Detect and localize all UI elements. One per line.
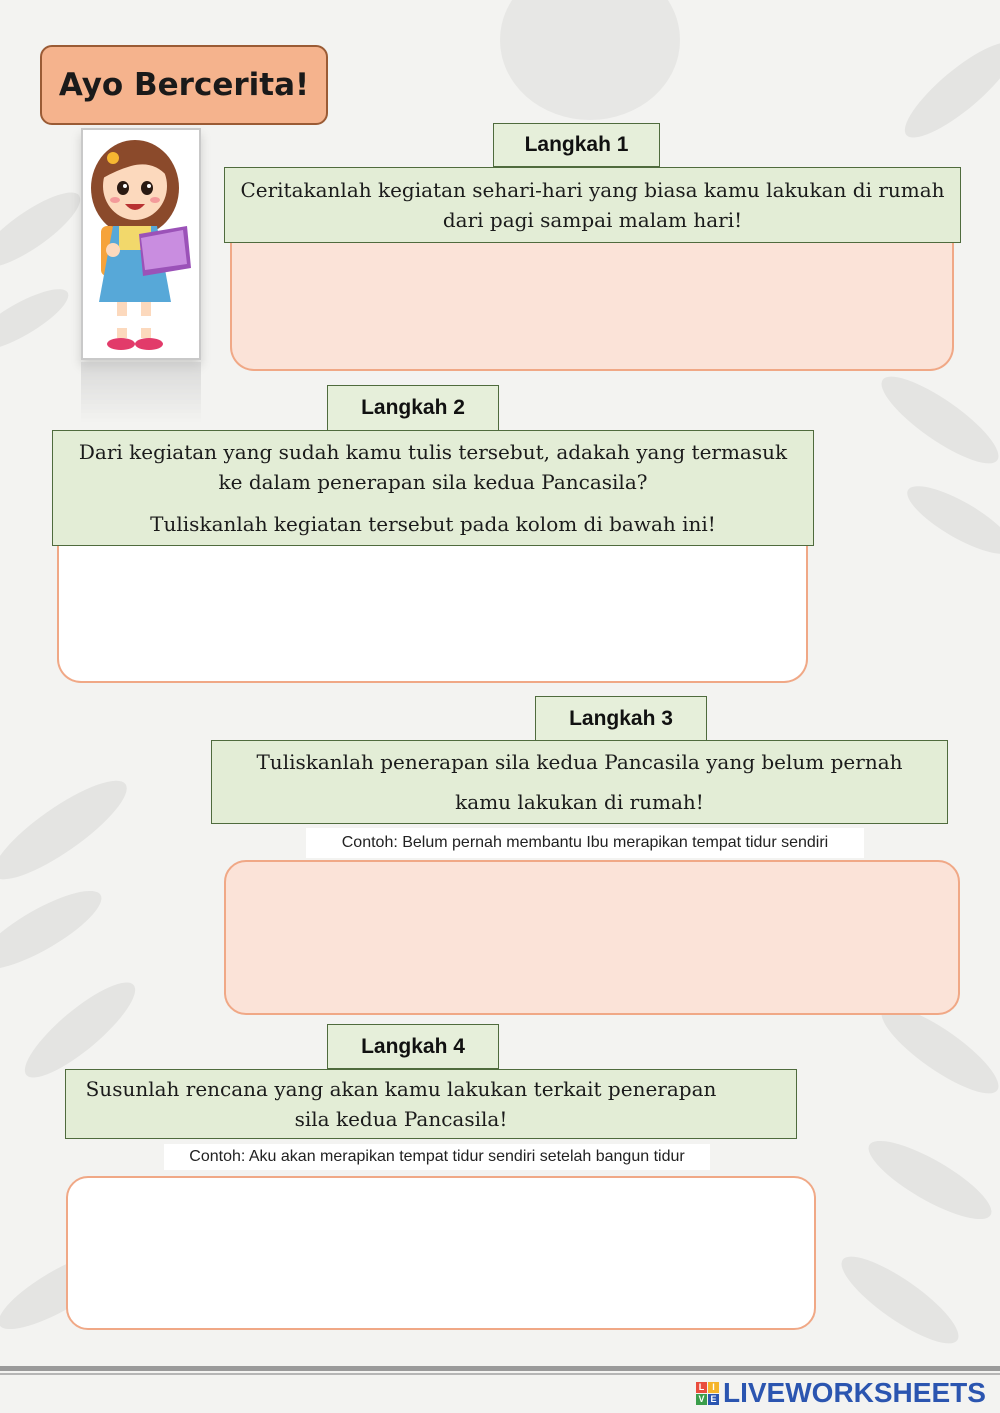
step-3-example: Contoh: Belum pernah membantu Ibu merapikan tempat tidur sendiri <box>306 828 864 858</box>
step-3-label: Langkah 3 <box>535 696 707 741</box>
step-1-answer-box[interactable] <box>230 240 954 371</box>
step-4-answer-box[interactable] <box>66 1176 816 1330</box>
step-2-instruction-line: Tuliskanlah kegiatan tersebut pada kolom di bawah ini! <box>150 512 716 536</box>
step-1-instruction-line: dari pagi sampai malam hari! <box>442 208 743 232</box>
step-4-instruction-line: sila kedua Pancasila! <box>294 1107 508 1131</box>
step-2-instruction-line: Dari kegiatan yang sudah kamu tulis tersebut, adakah yang termasuk <box>78 440 788 464</box>
liveworksheets-brand[interactable] <box>696 1376 986 1410</box>
step-2-answer-box[interactable] <box>57 543 808 683</box>
footer-divider <box>0 1366 1000 1371</box>
step-3-instruction-line: kamu lakukan di rumah! <box>455 790 704 814</box>
logo-letter: I <box>708 1382 719 1393</box>
step-2-label: Langkah 2 <box>327 385 499 431</box>
step-4-example: Contoh: Aku akan merapikan tempat tidur sendiri setelah bangun tidur <box>164 1144 710 1170</box>
footer-divider-thin <box>0 1373 1000 1375</box>
step-2-instruction <box>52 430 814 546</box>
step-1-label: Langkah 1 <box>493 123 660 167</box>
step-4-label: Langkah 4 <box>327 1024 499 1069</box>
logo-letter: L <box>696 1382 707 1393</box>
logo-letter: V <box>696 1394 707 1405</box>
logo-letter: E <box>708 1394 719 1405</box>
step-3-instruction <box>211 740 948 824</box>
liveworksheets-logo-icon <box>696 1382 719 1405</box>
step-3-answer-box[interactable] <box>224 860 960 1015</box>
step-1-instruction-line: Ceritakanlah kegiatan sehari-hari yang biasa kamu lakukan di rumah <box>240 178 945 202</box>
step-4-instruction-line: Susunlah rencana yang akan kamu lakukan terkait penerapan <box>85 1077 717 1101</box>
girl-reading-icon <box>83 130 199 358</box>
step-1-instruction <box>224 167 961 243</box>
page-title: Ayo Bercerita! <box>40 45 328 125</box>
illustration-reflection <box>81 362 201 422</box>
step-4-instruction <box>65 1069 797 1139</box>
girl-illustration <box>81 128 201 360</box>
brand-name: LIVEWORKSHEETS <box>723 1377 986 1408</box>
step-3-instruction-line: Tuliskanlah penerapan sila kedua Pancasila yang belum pernah <box>256 750 903 774</box>
step-2-instruction-line: ke dalam penerapan sila kedua Pancasila? <box>218 470 648 494</box>
